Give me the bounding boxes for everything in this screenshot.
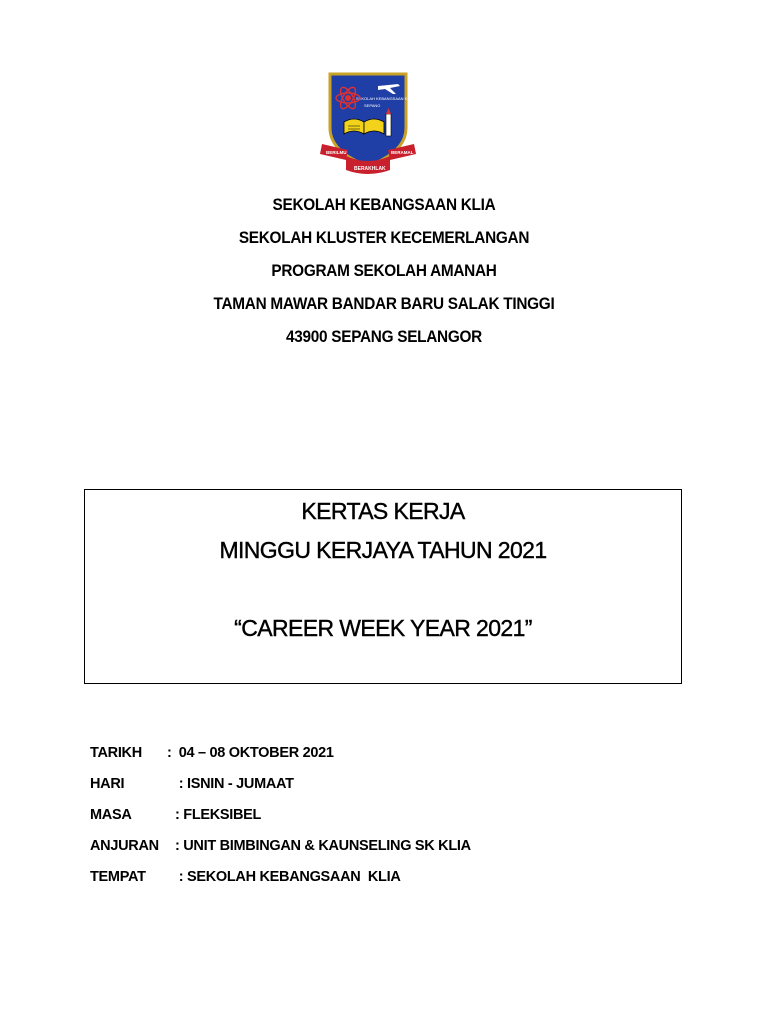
detail-label: TARIKH <box>90 745 142 761</box>
svg-text:BERILMU: BERILMU <box>326 150 347 155</box>
detail-label: HARI <box>90 776 125 792</box>
detail-row-venue <box>90 864 690 895</box>
detail-value: : UNIT BIMBINGAN & KAUNSELING SK KLIA <box>175 838 471 854</box>
detail-label: TEMPAT <box>90 869 146 885</box>
school-header <box>0 192 768 357</box>
event-title-english: “CAREER WEEK YEAR 2021” <box>234 615 532 641</box>
detail-label: MASA <box>90 807 132 823</box>
detail-label: ANJURAN <box>90 838 159 854</box>
detail-value: : SEKOLAH KEBANGSAAN KLIA <box>175 869 401 885</box>
school-name: SEKOLAH KEBANGSAAN KLIA <box>272 196 496 214</box>
event-details <box>90 740 690 895</box>
svg-text:SEKOLAH KEBANGSAAN KLIA: SEKOLAH KEBANGSAAN KLIA <box>356 96 414 101</box>
detail-value: : ISNIN - JUMAAT <box>175 776 294 792</box>
school-program: PROGRAM SEKOLAH AMANAH <box>271 262 497 280</box>
school-cluster: SEKOLAH KLUSTER KECEMERLANGAN <box>238 229 530 247</box>
school-crest-icon <box>318 70 418 182</box>
title-box <box>84 489 682 684</box>
document-title: KERTAS KERJA <box>301 498 465 524</box>
detail-value: 04 – 08 OKTOBER 2021 <box>175 745 334 761</box>
event-title: MINGGU KERJAYA TAHUN 2021 <box>219 537 547 563</box>
school-address-line-2: 43900 SEPANG SELANGOR <box>286 328 482 346</box>
svg-text:BERAKHLAK: BERAKHLAK <box>354 166 386 172</box>
svg-text:SEPANG: SEPANG <box>364 103 381 108</box>
school-address-line-1: TAMAN MAWAR BANDAR BARU SALAK TINGGI <box>213 295 555 313</box>
detail-separator: : <box>167 745 172 761</box>
detail-row-time <box>90 802 690 833</box>
detail-row-day <box>90 771 690 802</box>
detail-value: : FLEKSIBEL <box>175 807 262 823</box>
detail-row-date <box>90 740 690 771</box>
detail-row-organizer <box>90 833 690 864</box>
svg-text:BERAMAL: BERAMAL <box>391 150 414 155</box>
